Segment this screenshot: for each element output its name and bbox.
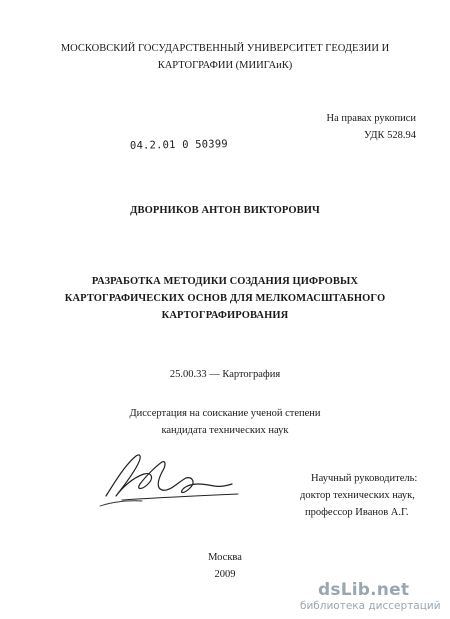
manuscript-rights: На правах рукописи	[326, 113, 416, 124]
author-name: ДВОРНИКОВ АНТОН ВИКТОРОВИЧ	[130, 205, 320, 216]
registration-stamp: 04.2.01 0 50399	[129, 138, 228, 152]
watermark-subtitle: библиотека диссертаций	[300, 600, 441, 612]
watermark-logo	[318, 580, 409, 600]
udk-code: УДК 528.94	[363, 130, 416, 141]
handwritten-signature	[92, 444, 242, 514]
supervisor-label: Научный руководитель:	[311, 473, 418, 484]
city: Москва	[208, 552, 242, 563]
supervisor-name: профессор Иванов А.Г.	[305, 507, 409, 518]
organization-line-2: КАРТОГРАФИИ (МИИГАиК)	[157, 60, 293, 71]
specialty-code: 25.00.33 — Картография	[169, 369, 281, 380]
title-line-1: РАЗРАБОТКА МЕТОДИКИ СОЗДАНИЯ ЦИФРОВЫХ	[91, 276, 359, 287]
title-line-2: КАРТОГРАФИЧЕСКИХ ОСНОВ ДЛЯ МЕЛКОМАСШТАБНОГО	[64, 293, 386, 304]
supervisor-degree: доктор технических наук,	[300, 490, 415, 501]
watermark-logo-domain: .net	[370, 580, 410, 600]
degree-line-1: Диссертация на соискание ученой степени	[129, 408, 321, 419]
organization-line-1: МОСКОВСКИЙ ГОСУДАРСТВЕННЫЙ УНИВЕРСИТЕТ ГЕОДЕЗИИ И	[60, 43, 390, 54]
watermark-logo-main: dsLib	[318, 580, 371, 600]
year: 2009	[214, 569, 236, 580]
degree-line-2: кандидата технических наук	[161, 425, 289, 436]
title-line-3: КАРТОГРАФИРОВАНИЯ	[161, 310, 289, 321]
